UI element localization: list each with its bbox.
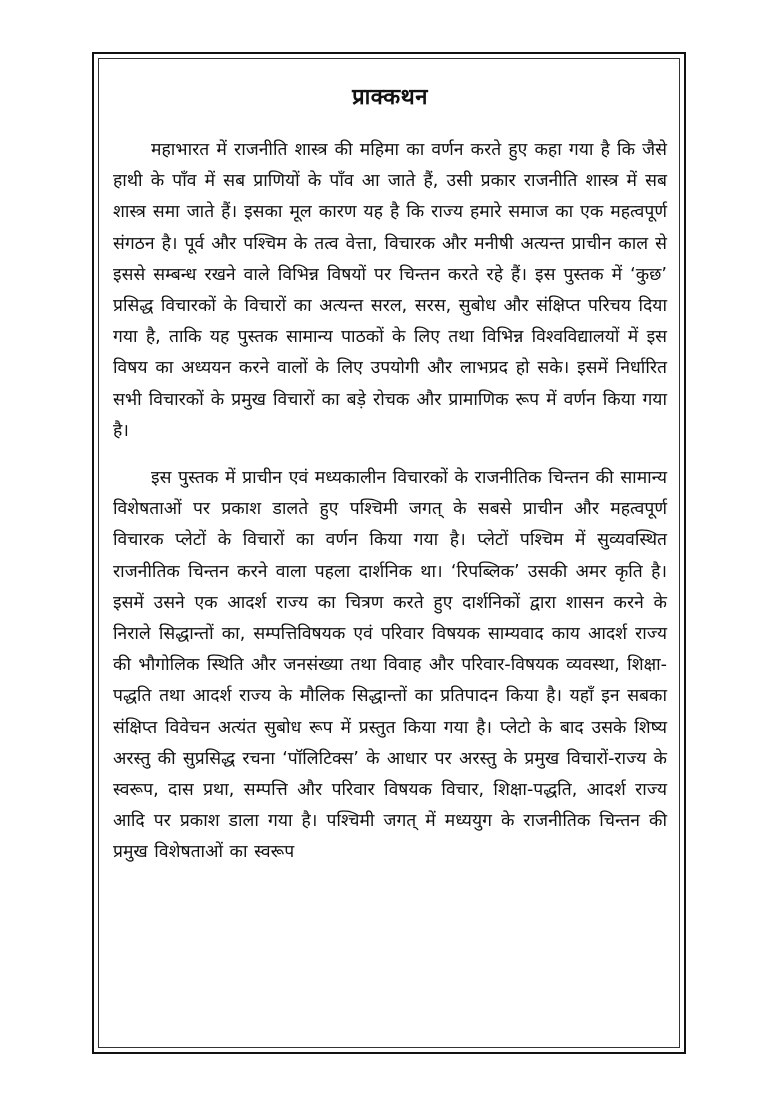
page-content <box>98 58 680 1048</box>
paragraph-1: महाभारत में राजनीति शास्त्र की महिमा का वर्णन करते हुए कहा गया है कि जैसे हाथी के पाँव में सब प्राणियों के पाँव आ जाते हैं, उसी प्रकार राजनीति शास्त्र में सब शास्त्र समा जाते हैं। इसका मूल कारण यह है कि राज्य हमारे समाज का एक महत्वपूर्ण संगठन है। पूर्व और पश्चिम के तत्व वेत्ता, विचारक और मनीषी अत्यन्त प्राचीन काल से इससे सम्बन्ध रखने वाले विभिन्न विषयों पर चिन्तन करते रहे हैं। इस पुस्तक में ‘कुछ’ प्रसिद्ध विचारकों के विचारों का अत्यन्त सरल, सरस, सुबोध और संक्षिप्त परिचय दिया गया है, ताकि यह पुस्तक सामान्य पाठकों के लिए तथा विभिन्न विश्वविद्यालयों में इस विषय का अध्ययन करने वालों के लिए उपयोगी और लाभप्रद हो सके। इसमें निर्धारित सभी विचारकों के प्रमुख विचारों का बड़े रोचक और प्रामाणिक रूप में वर्णन किया गया है। <box>113 140 667 441</box>
page-heading: प्राक्कथन <box>352 85 428 110</box>
paragraph-2: इस पुस्तक में प्राचीन एवं मध्यकालीन विचारकों के राजनीतिक चिन्तन की सामान्य विशेषताओं पर प्रकाश डालते हुए पश्चिमी जगत् के सबसे प्राचीन और महत्वपूर्ण विचारक प्लेटों के विचारों का वर्णन किया गया है। प्लेटों पश्चिम में सुव्यवस्थित राजनीतिक चिन्तन करने वाला पहला दार्शनिक था। ‘रिपब्लिक’ उसकी अमर कृति है। इसमें उसने एक आदर्श राज्य का चित्रण करते हुए दार्शनिकों द्वारा शासन करने के निराले सिद्धान्तों का, सम्पत्तिविषयक एवं परिवार विषयक साम्यवाद काय आदर्श राज्य की भौगोलिक स्थिति और जनसंख्या तथा विवाह और परिवार-विषयक व्यवस्था, शिक्षा-पद्धति तथा आदर्श राज्य के मौलिक सिद्धान्तों का प्रतिपादन किया है। यहाँ इन सबका संक्षिप्त विवेचन अत्यंत सुबोध रूप में प्रस्तुत किया गया है। प्लेटो के बाद उसके शिष्य अरस्तु की सुप्रसिद्ध रचना ‘पॉलिटिक्स’ के आधार पर अरस्तु के प्रमुख विचारों-राज्य के स्वरूप, दास प्रथा, सम्पत्ति और परिवार विषयक विचार, शिक्षा-पद्धति, आदर्श राज्य आदि पर प्रकाश डाला गया है। पश्चिमी जगत् में मध्ययुग के राजनीतिक चिन्तन की प्रमुख विशेषताओं का स्वरूप <box>113 468 667 863</box>
